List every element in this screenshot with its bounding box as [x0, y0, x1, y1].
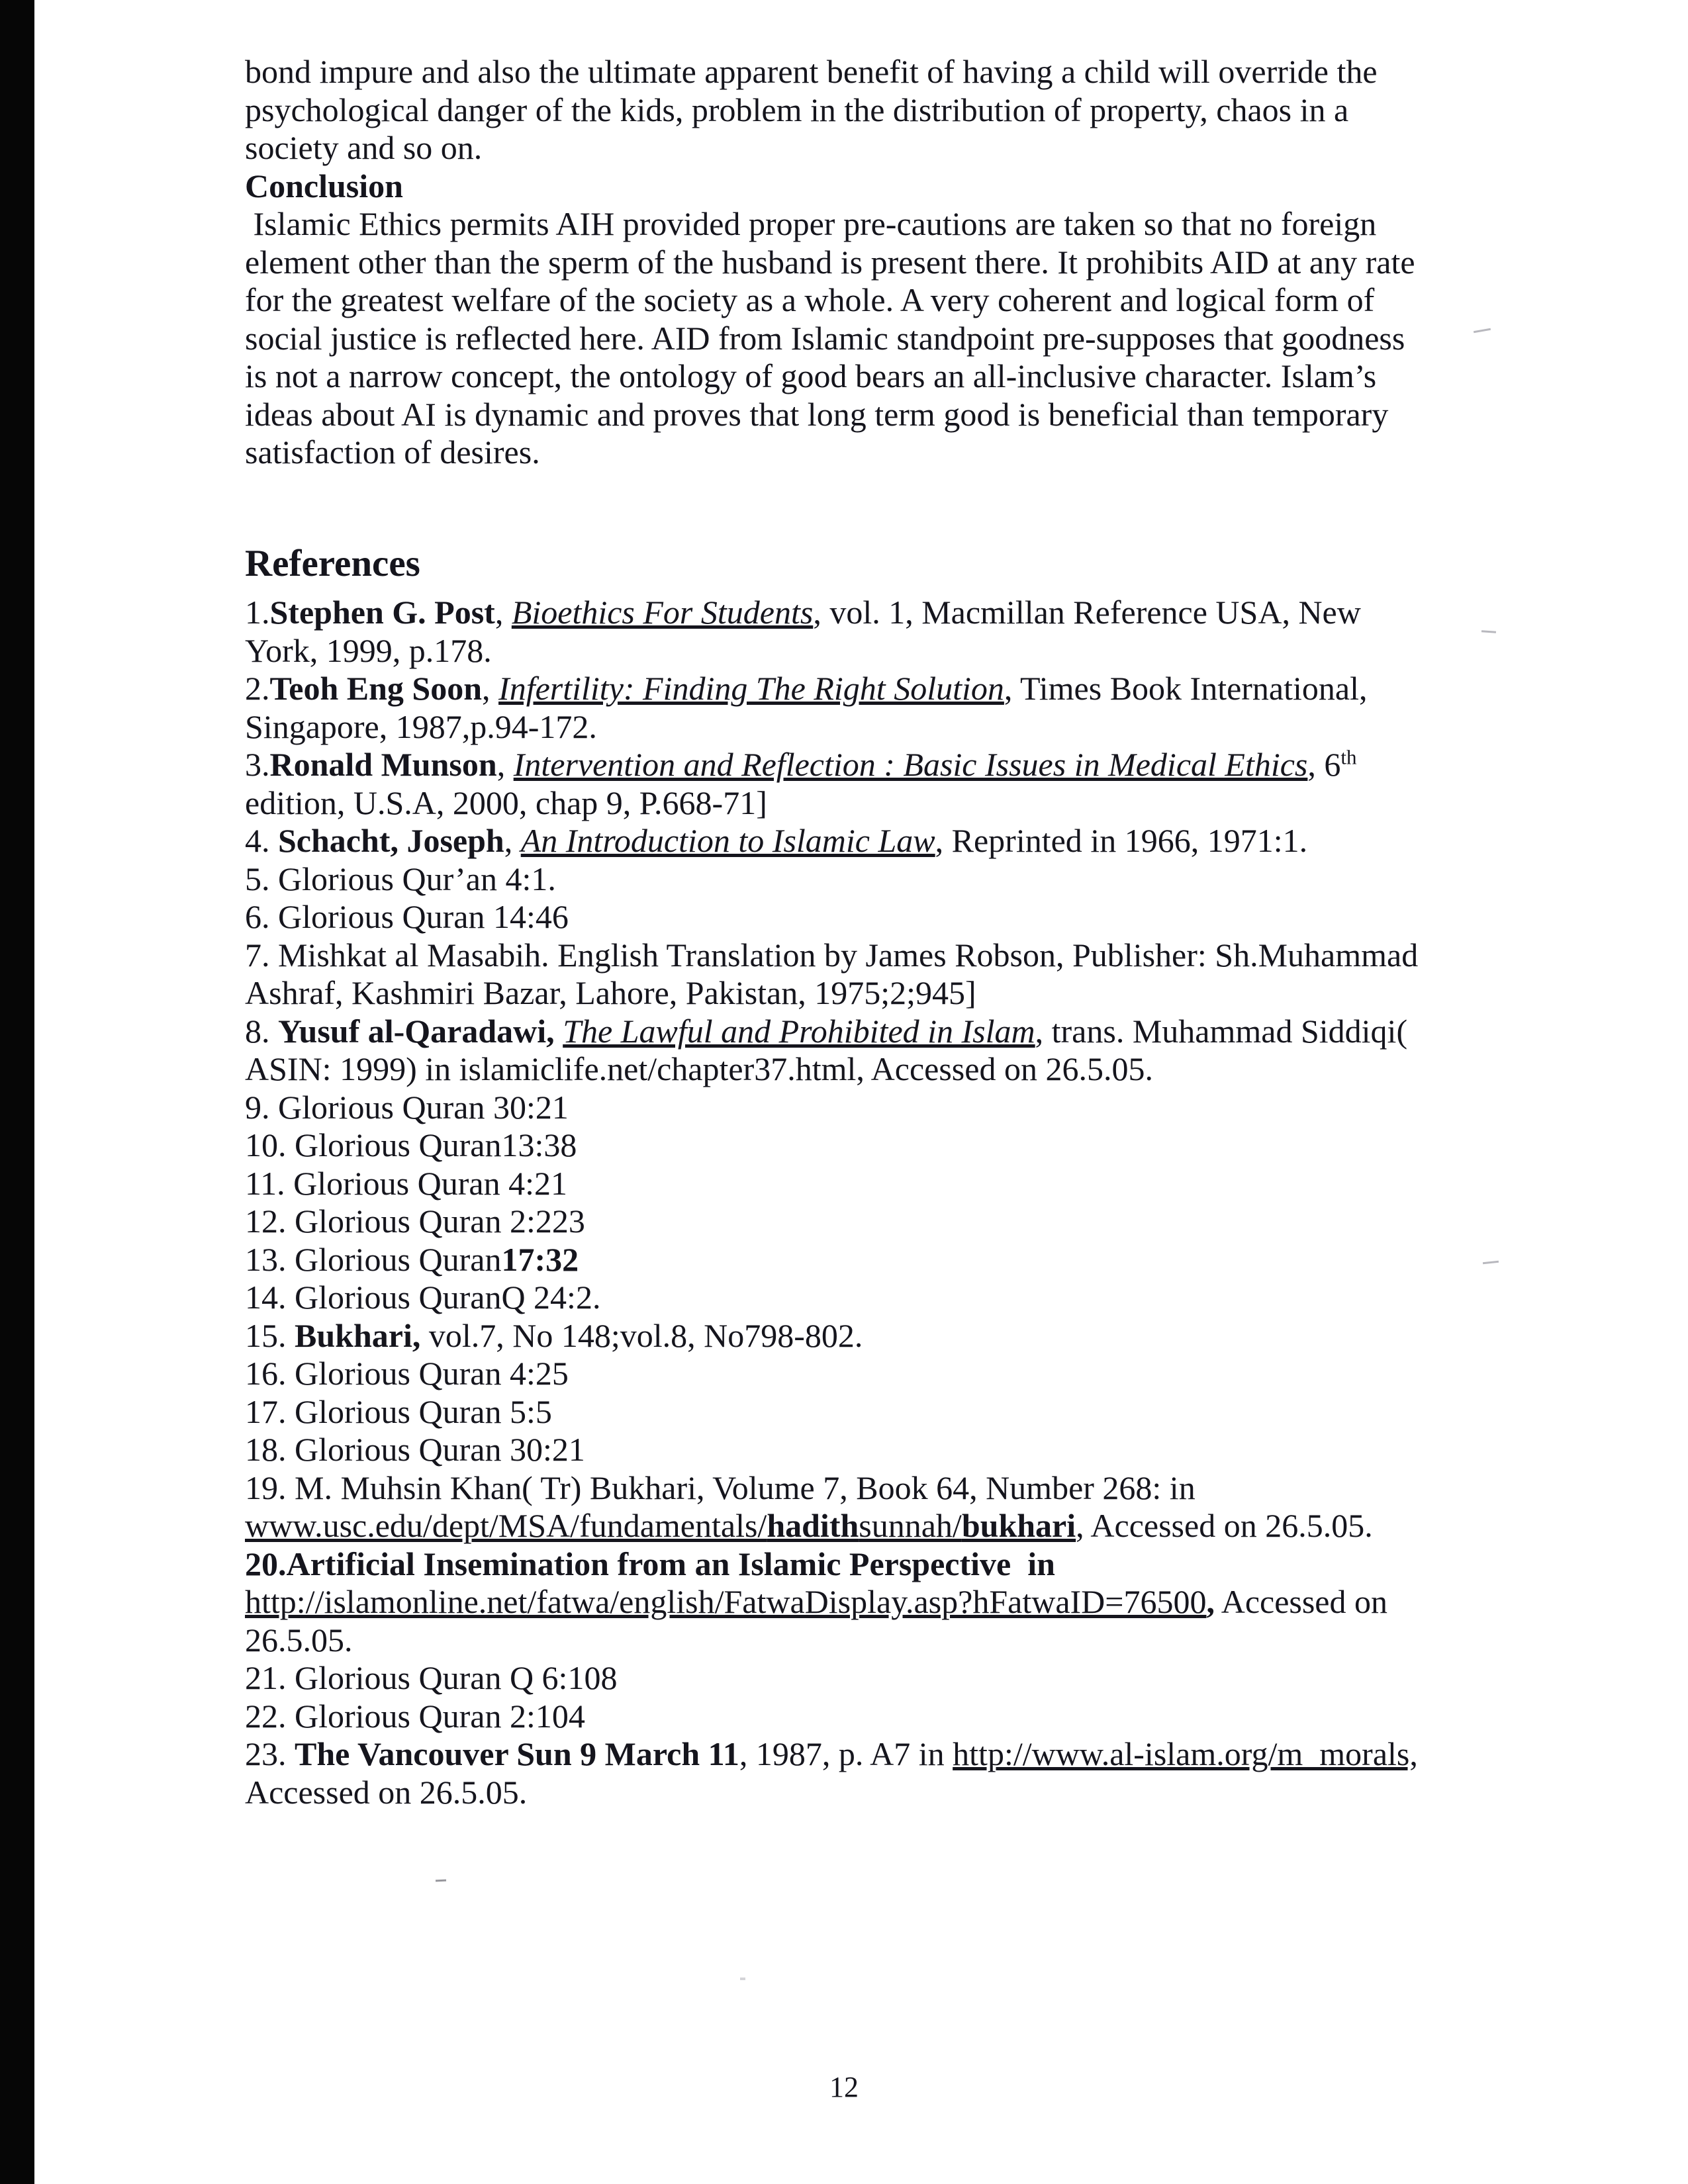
reference-segment: 4. [245, 822, 278, 860]
reference-item [245, 1126, 1433, 1165]
page-content [245, 53, 1433, 1811]
page-number: 12 [829, 2071, 859, 2103]
reference-segment: 5. Glorious Qur’an 4:1. [245, 860, 556, 897]
reference-segment: http://islamonline.net/fatwa/english/FatwaDisplay.asp?hFatwaID=76500 [245, 1583, 1207, 1621]
reference-item [245, 1659, 1433, 1698]
reference-segment: Infertility: Finding The Right Solution [498, 670, 1004, 707]
reference-item [245, 1279, 1433, 1317]
reference-segment: 12. Glorious Quran 2:223 [245, 1203, 585, 1240]
reference-segment: , trans. Muhammad Siddiqi( ASIN: 1999) in islamiclife.net/chapter37.html, Accessed on 26.5.05. [245, 1012, 1414, 1088]
reference-segment: sunnah/ [859, 1507, 962, 1545]
reference-item [245, 1355, 1433, 1393]
reference-segment: edition, U.S.A, 2000, chap 9, P.668-71] [245, 746, 1366, 821]
reference-segment: Accessed on 26.5.05. [245, 1583, 1396, 1659]
reference-item [245, 670, 1433, 746]
reference-segment: 17. Glorious Quran 5:5 [245, 1392, 552, 1430]
reference-segment: 9. Glorious Quran 30:21 [245, 1088, 569, 1126]
reference-segment: 15. [245, 1316, 295, 1354]
reference-segment: , Times Book International, Singapore, 1987,p.94-172. [245, 670, 1376, 745]
reference-item [245, 1393, 1433, 1432]
reference-segment: th [1340, 745, 1357, 769]
reference-segment: 19. M. Muhsin Khan( Tr) Bukhari, Volume 7, Book 64, Number 268: in [245, 1469, 1204, 1506]
reference-segment: Accessed on 26.5.05. [1084, 1507, 1373, 1545]
reference-item [245, 860, 1433, 899]
reference-segment: Bukhari, [295, 1316, 421, 1354]
reference-segment: The Lawful and Prohibited in Islam [563, 1012, 1035, 1050]
reference-segment: Bioethics For Students [511, 594, 814, 631]
scan-speck [1474, 328, 1491, 333]
reference-segment: 6. Glorious Quran 14:46 [245, 898, 569, 936]
reference-segment: , 6 [1307, 746, 1341, 784]
reference-segment: 18. Glorious Quran 30:21 [245, 1431, 585, 1469]
reference-segment: Intervention and Reflection : Basic Issues in Medical Ethics [513, 746, 1308, 784]
conclusion-paragraph: Islamic Ethics permits AIH provided proper pre-cautions are taken so that no foreign element other than the sperm of the husband is present there. It prohibits AID at any rate for the greatest welfare of the society as a whole. A very coherent and logical form of social justice is reflected here. AID from Islamic standpoint pre-supposes that goodness is not a narrow concept, the ontology of good bears an all-inclusive character. Islam’s ideas about AI is dynamic and proves that long term good is beneficial than temporary satisfaction of desires. [245, 205, 1424, 471]
reference-segment: 3. [245, 746, 270, 784]
reference-segment: , [1076, 1507, 1084, 1545]
reference-segment: www.usc.edu/dept/MSA/fundamentals/ [245, 1507, 767, 1545]
reference-segment: Stephen G. Post [269, 594, 495, 631]
reference-segment: vol.7, No 148;vol.8, No798-802. [420, 1316, 863, 1354]
reference-segment: 13. Glorious Quran [245, 1240, 502, 1278]
reference-item [245, 1735, 1433, 1811]
reference-item [245, 1469, 1433, 1545]
reference-segment: An Introduction to Islamic Law [520, 822, 935, 860]
reference-segment: Yusuf al-Qaradawi, [278, 1012, 555, 1050]
reference-segment: , 1987, p. A7 in [739, 1735, 953, 1773]
reference-item [245, 936, 1433, 1013]
reference-item [245, 594, 1433, 670]
reference-segment: hadith [767, 1507, 859, 1545]
reference-segment: 11. Glorious Quran 4:21 [245, 1164, 567, 1202]
reference-segment: , vol. 1, Macmillan Reference USA, New York, 1999, p.178. [245, 594, 1368, 669]
reference-item [245, 1089, 1433, 1127]
reference-item [245, 1241, 1433, 1279]
references-heading: References [245, 542, 420, 584]
scan-speck [1483, 1261, 1499, 1264]
reference-segment: , [1206, 1583, 1215, 1621]
reference-segment: Artificial Insemination from an Islamic Perspective in [286, 1545, 1064, 1582]
reference-item [245, 822, 1433, 860]
reference-segment: bukhari [961, 1507, 1076, 1545]
reference-item [245, 1698, 1433, 1736]
reference-segment: http://www.al-islam.org/m_morals, [953, 1735, 1418, 1773]
intro-paragraph: bond impure and also the ultimate apparent benefit of having a child will override the psychological danger of the kids, problem in the distribution of property, chaos in a society and so on. [245, 53, 1386, 166]
reference-segment: , [504, 822, 521, 860]
reference-segment: Teoh Eng Soon [269, 670, 483, 707]
reference-segment: 2. [245, 670, 270, 707]
reference-segment: 23. [245, 1735, 295, 1773]
reference-item [245, 1545, 1433, 1660]
reference-segment: , [494, 594, 512, 631]
reference-item [245, 1203, 1433, 1241]
conclusion-heading: Conclusion [245, 167, 403, 205]
reference-item [245, 1317, 1433, 1355]
reference-segment: The Vancouver Sun 9 March 11 [295, 1735, 739, 1773]
reference-segment: 20. [245, 1545, 287, 1582]
reference-segment: 16. Glorious Quran 4:25 [245, 1355, 569, 1392]
reference-segment: Schacht, Joseph [278, 822, 504, 860]
reference-segment [555, 1013, 563, 1050]
reference-segment: 21. Glorious Quran Q 6:108 [245, 1659, 618, 1697]
scan-speck [436, 1880, 446, 1882]
reference-segment: 7. Mishkat al Masabih. English Translation by James Robson, Publisher: Sh.Muhammad Ashraf, Kashmiri Bazar, Lahore, Pakistan, 1975;2;945] [245, 936, 1425, 1012]
reference-item [245, 746, 1433, 822]
reference-segment: Ronald Munson [269, 746, 497, 784]
reference-segment: 22. Glorious Quran 2:104 [245, 1697, 585, 1735]
scan-speck [740, 1978, 745, 1980]
reference-item [245, 898, 1433, 936]
reference-item [245, 1431, 1433, 1469]
reference-segment: , [496, 746, 514, 784]
reference-item [245, 1165, 1433, 1203]
reference-segment: 17:32 [501, 1240, 579, 1278]
reference-segment: Accessed on 26.5.05. [245, 1735, 1425, 1811]
reference-segment: , Reprinted in 1966, 1971:1. [935, 822, 1308, 860]
reference-segment: 8. [245, 1012, 278, 1050]
reference-segment: 10. Glorious Quran13:38 [245, 1126, 577, 1164]
references-list [245, 594, 1433, 1811]
scan-edge-bar [0, 0, 34, 2184]
reference-segment: 1. [245, 594, 270, 631]
reference-segment: , [482, 670, 499, 707]
reference-item [245, 1013, 1433, 1089]
scan-speck [1481, 630, 1496, 633]
reference-segment: 14. Glorious QuranQ 24:2. [245, 1279, 601, 1316]
